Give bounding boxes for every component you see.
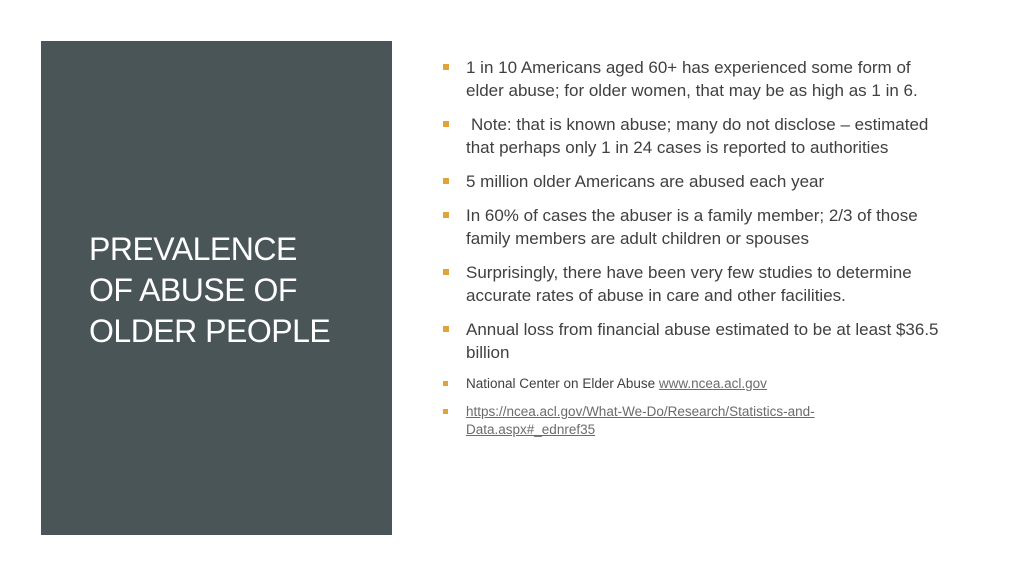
ncea-link[interactable]: www.ncea.acl.gov — [658, 376, 767, 391]
bullet-marker-icon — [443, 381, 448, 386]
bullet-item — [440, 170, 940, 193]
bullet-text: 5 million older Americans are abused each year — [466, 172, 825, 191]
bullet-item — [440, 113, 940, 159]
source-item-statistics — [440, 403, 940, 439]
bullet-marker-icon — [443, 326, 449, 332]
bullet-text: In 60% of cases the abuser is a family member; 2/3 of those family members are adult children or spouses — [466, 206, 918, 248]
bullet-marker-icon — [443, 121, 449, 127]
bullet-marker-icon — [443, 64, 449, 70]
bullet-item — [440, 56, 940, 102]
bullet-text: Annual loss from financial abuse estimated to be at least $36.5 billion — [466, 320, 939, 362]
bullet-marker-icon — [443, 409, 448, 414]
bullet-item — [440, 204, 940, 250]
bullet-marker-icon — [443, 178, 449, 184]
bullet-text: 1 in 10 Americans aged 60+ has experienced some form of elder abuse; for older women, that may be as high as 1 in 6. — [466, 58, 918, 100]
source-item-ncea — [440, 375, 940, 393]
bullet-text: Surprisingly, there have been very few studies to determine accurate rates of abuse in care and other facilities. — [466, 263, 912, 305]
slide-title — [89, 229, 379, 352]
bullet-item — [440, 318, 940, 364]
bullet-item — [440, 261, 940, 307]
bullet-list — [440, 56, 940, 449]
statistics-link[interactable]: https://ncea.acl.gov/What-We-Do/Research/Statistics-and-Data.aspx#_ednref35 — [466, 404, 815, 437]
title-line: OLDER PEOPLE — [89, 313, 331, 349]
bullet-marker-icon — [443, 269, 449, 275]
bullet-text: Note: that is known abuse; many do not disclose – estimated that perhaps only 1 in 24 cases is reported to authorities — [466, 115, 929, 157]
title-line: PREVALENCE — [89, 231, 297, 267]
source-label: National Center on Elder Abuse — [466, 376, 659, 391]
bullet-marker-icon — [443, 212, 449, 218]
title-line: OF ABUSE OF — [89, 272, 297, 308]
title-panel — [41, 41, 392, 535]
